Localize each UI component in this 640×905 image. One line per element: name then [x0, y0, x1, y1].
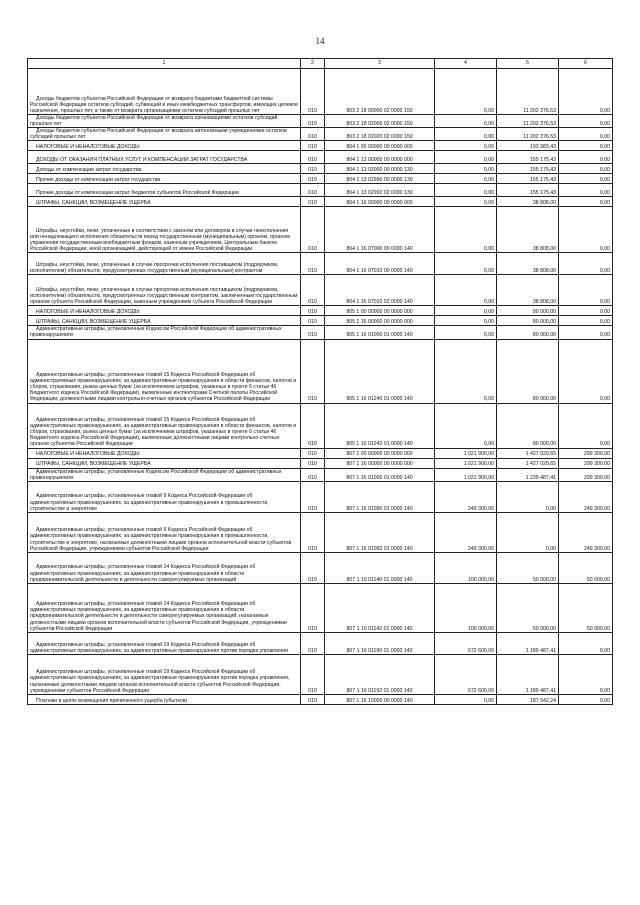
table-row [28, 326, 613, 339]
table-row [28, 115, 613, 128]
row-budget-code: 804 1 16 07010 00 0000 140 [325, 253, 435, 275]
row-line-code: 010 [301, 69, 325, 115]
row-value-col5: 1 427 029,65 [497, 448, 559, 458]
table-row [28, 197, 613, 207]
row-value-col5: 80 000,00 [497, 326, 559, 339]
row-value-col5: 1 189 487,41 [497, 632, 559, 654]
table-row [28, 632, 613, 654]
row-name: Административные штрафы, установленные главой 15 Кодекса Российской Федерации об административных правонарушениях, за административные правонарушения в области финансов, налогов и сборов, страхования, рынка ценных бумаг (за исключением штрафов, указанных в пункте 6 статьи 46 Бюджетного кодекса Российской Федерации), выявленные должностными лицами контрольно-счетных органов субъектов Российской Федерации [28, 403, 301, 448]
row-value-col5: 80 000,00 [497, 316, 559, 326]
row-value-col4: 0,00 [435, 128, 497, 141]
table-row [28, 694, 613, 704]
row-name: Доходы бюджетов субъектов Российской Федерации от возврата автономными учреждениями остатков субсидий прошлых лет [28, 128, 301, 141]
row-value-col4: 672 600,00 [435, 654, 497, 694]
table-row [28, 468, 613, 481]
table-row [28, 306, 613, 316]
page-number: 14 [315, 36, 325, 46]
row-budget-code: 807 1 00 00000 00 0000 000 [325, 448, 435, 458]
row-value-col4: 249 300,00 [435, 481, 497, 512]
row-value-col4: 0,00 [435, 339, 497, 403]
row-budget-code: 807 1 16 00000 00 0000 000 [325, 458, 435, 468]
row-value-col4: 0,00 [435, 141, 497, 151]
row-budget-code: 805 1 00 00000 00 0000 000 [325, 306, 435, 316]
table-row [28, 481, 613, 512]
row-value-col5: 155 175,43 [497, 174, 559, 184]
row-budget-code: 804 1 00 00000 00 0000 000 [325, 141, 435, 151]
row-value-col6: 0,00 [559, 654, 613, 694]
row-name: ШТРАФЫ, САНКЦИИ, ВОЗМЕЩЕНИЕ УЩЕРБА [28, 197, 301, 207]
row-budget-code: 803 2 18 02020 02 0000 150 [325, 128, 435, 141]
row-value-col6: 0,00 [559, 694, 613, 704]
row-value-col5: 155 175,43 [497, 164, 559, 174]
row-line-code: 010 [301, 512, 325, 552]
row-value-col5: 1 239 487,41 [497, 468, 559, 481]
row-name: ШТРАФЫ, САНКЦИИ, ВОЗМЕЩЕНИЕ УЩЕРБА [28, 316, 301, 326]
column-header: 6 [559, 59, 613, 69]
row-line-code: 010 [301, 141, 325, 151]
table-row [28, 448, 613, 458]
row-line-code: 010 [301, 481, 325, 512]
table-row [28, 552, 613, 583]
column-header: 4 [435, 59, 497, 69]
row-budget-code: 804 1 13 02990 00 0000 130 [325, 174, 435, 184]
row-value-col6: 299 300,00 [559, 458, 613, 468]
row-line-code: 010 [301, 253, 325, 275]
table-row [28, 253, 613, 275]
row-name: Административные штрафы, установленные Кодексом Российской Федерации об административных правонарушениях [28, 468, 301, 481]
row-name: НАЛОГОВЫЕ И НЕНАЛОГОВЫЕ ДОХОДЫ [28, 448, 301, 458]
row-value-col5: 11 202 376,53 [497, 115, 559, 128]
row-value-col4: 672 600,00 [435, 632, 497, 654]
row-name: Административные штрафы, установленные главой 9 Кодекса Российской Федерации об административных правонарушениях, за административные правонарушения в промышленности, строительстве и энергетике, налагаемые должностными лицами органов исполнительной власти субъектов Российской Федерации, учреждениями субъектов Российской Федерации [28, 512, 301, 552]
row-value-col4: 0,00 [435, 403, 497, 448]
row-budget-code: 807 1 16 01092 01 0000 140 [325, 512, 435, 552]
row-name: Доходы от компенсации затрат государства [28, 164, 301, 174]
row-value-col5: 38 808,00 [497, 275, 559, 306]
row-value-col4: 0,00 [435, 275, 497, 306]
row-value-col4: 0,00 [435, 174, 497, 184]
row-line-code: 010 [301, 197, 325, 207]
table-row [28, 151, 613, 164]
row-value-col6: 0,00 [559, 128, 613, 141]
row-name: Прочие доходы от компенсации затрат бюджетов субъектов Российской Федерации [28, 184, 301, 197]
table-row [28, 339, 613, 403]
row-value-col6: 0,00 [559, 306, 613, 316]
column-header: 3 [325, 59, 435, 69]
row-value-col5: 38 808,00 [497, 207, 559, 253]
table-row [28, 583, 613, 632]
row-line-code: 010 [301, 552, 325, 583]
table-row [28, 174, 613, 184]
row-line-code: 010 [301, 339, 325, 403]
row-line-code: 010 [301, 316, 325, 326]
row-value-col4: 100 000,00 [435, 552, 497, 583]
row-value-col6: 0,00 [559, 164, 613, 174]
column-header: 2 [301, 59, 325, 69]
row-value-col6: 249 300,00 [559, 512, 613, 552]
row-value-col6: 0,00 [559, 197, 613, 207]
row-value-col4: 0,00 [435, 151, 497, 164]
row-value-col6: 299 300,00 [559, 468, 613, 481]
row-budget-code: 805 1 16 00000 00 0000 000 [325, 316, 435, 326]
row-value-col5: 155 175,43 [497, 151, 559, 164]
row-value-col5: 50 000,00 [497, 552, 559, 583]
row-budget-code: 805 1 16 01242 01 0000 140 [325, 403, 435, 448]
row-line-code: 010 [301, 207, 325, 253]
row-name: Административные штрафы, установленные главой 19 Кодекса Российской Федерации об административных правонарушениях, за административные правонарушения против порядка управления [28, 632, 301, 654]
row-name: Административные штрафы, установленные главой 14 Кодекса Российской Федерации об административных правонарушениях, за административные правонарушения в области предпринимательской деятельности и деятельности саморегулируемых организаций [28, 552, 301, 583]
row-value-col6: 0,00 [559, 339, 613, 403]
row-value-col6: 0,00 [559, 326, 613, 339]
row-name: Штрафы, неустойки, пени, уплаченные в случае просрочки исполнения поставщиком (подрядчиком, исполнителем) обязательств, предусмотренных государственным контрактом, заключенным государственным органом субъекта Российской Федерации, казенным учреждением субъекта Российской Федерации [28, 275, 301, 306]
column-header: 5 [497, 59, 559, 69]
row-value-col6: 50 000,00 [559, 583, 613, 632]
row-value-col4: 0,00 [435, 69, 497, 115]
row-budget-code: 807 1 16 01142 01 0000 140 [325, 583, 435, 632]
row-value-col6: 0,00 [559, 316, 613, 326]
row-budget-code: 807 1 16 01140 01 0000 140 [325, 552, 435, 583]
column-header: 1 [28, 59, 301, 69]
row-name: Штрафы, неустойки, пени, уплаченные в случае просрочки исполнения поставщиком (подрядчиком, исполнителем) обязательств, предусмотренных государственным (муниципальным) контрактом [28, 253, 301, 275]
row-value-col4: 0,00 [435, 253, 497, 275]
row-value-col4: 0,00 [435, 326, 497, 339]
row-value-col5: 0,00 [497, 481, 559, 512]
table-row [28, 184, 613, 197]
row-value-col5: 1 427 029,65 [497, 458, 559, 468]
row-value-col6: 0,00 [559, 207, 613, 253]
row-value-col6: 0,00 [559, 184, 613, 197]
row-value-col4: 0,00 [435, 197, 497, 207]
row-value-col5: 193 983,43 [497, 141, 559, 151]
row-name: Штрафы, неустойки, пени, уплаченные в соответствии с законом или договором в случае неисполнения или ненадлежащего исполнения обязательств перед государственным (муниципальным) органом, органом управления государственным внебюджетным фондом, казенным учреждением, Центральным банком Российской Федерации, иной организацией, действующей от имени Российской Федерации [28, 207, 301, 253]
row-value-col4: 0,00 [435, 306, 497, 316]
row-value-col5: 50 000,00 [497, 583, 559, 632]
row-value-col5: 11 202 376,53 [497, 128, 559, 141]
row-value-col6: 0,00 [559, 151, 613, 164]
table-row [28, 275, 613, 306]
row-name: НАЛОГОВЫЕ И НЕНАЛОГОВЫЕ ДОХОДЫ [28, 306, 301, 316]
row-line-code: 010 [301, 184, 325, 197]
row-line-code: 010 [301, 164, 325, 174]
row-budget-code: 807 1 16 01090 01 0000 140 [325, 481, 435, 512]
row-value-col6: 249 300,00 [559, 481, 613, 512]
row-value-col4: 1 021 900,00 [435, 468, 497, 481]
row-name: ШТРАФЫ, САНКЦИИ, ВОЗМЕЩЕНИЕ УЩЕРБА [28, 458, 301, 468]
row-budget-code: 807 1 16 01000 01 0000 140 [325, 468, 435, 481]
row-value-col5: 0,00 [497, 512, 559, 552]
row-value-col6: 0,00 [559, 632, 613, 654]
row-value-col4: 0,00 [435, 164, 497, 174]
table-row [28, 403, 613, 448]
row-name: Административные штрафы, установленные главой 14 Кодекса Российской Федерации об административных правонарушениях, за административные правонарушения в области предпринимательской деятельности и деятельности саморегулируемых организаций, налагаемые должностными лицами органов исполнительной власти субъектов Российской Федерации, учреждениями субъектов Российской Федерации [28, 583, 301, 632]
row-line-code: 010 [301, 128, 325, 141]
row-name: Административные штрафы, установленные главой 15 Кодекса Российской Федерации об административных правонарушениях, за административные правонарушения в области финансов, налогов и сборов, страхования, рынка ценных бумаг (за исключением штрафов, указанных в пункте 6 статьи 46 Бюджетного кодекса Российской Федерации), выявленные инспекторами Счетной палаты Российской Федерации, должностными лицами контрольно-счетных органов субъектов Российской Федерации [28, 339, 301, 403]
table-row [28, 316, 613, 326]
row-value-col6: 0,00 [559, 141, 613, 151]
row-name: Прочие доходы от компенсации затрат государства [28, 174, 301, 184]
row-value-col5: 80 000,00 [497, 306, 559, 316]
table-row [28, 654, 613, 694]
row-value-col5: 187 542,24 [497, 694, 559, 704]
row-value-col5: 11 202 376,53 [497, 69, 559, 115]
table-row [28, 207, 613, 253]
row-value-col4: 0,00 [435, 316, 497, 326]
row-budget-code: 804 1 13 02992 02 0000 130 [325, 184, 435, 197]
row-name: Административные штрафы, установленные Кодексом Российской Федерации об административных правонарушениях [28, 326, 301, 339]
table-row [28, 128, 613, 141]
row-name: Административные штрафы, установленные главой 19 Кодекса Российской Федерации об административных правонарушениях, за административные правонарушения против порядка управления, налагаемые должностными лицами органов исполнительной власти субъектов Российской Федерации, учреждениями субъектов Российской Федерации [28, 654, 301, 694]
row-budget-code: 804 1 13 02000 00 0000 130 [325, 164, 435, 174]
row-name: НАЛОГОВЫЕ И НЕНАЛОГОВЫЕ ДОХОДЫ [28, 141, 301, 151]
table-row [28, 69, 613, 115]
row-value-col4: 0,00 [435, 694, 497, 704]
row-value-col4: 100 000,00 [435, 583, 497, 632]
row-budget-code: 807 1 16 10000 00 0000 140 [325, 694, 435, 704]
row-value-col5: 1 189 487,41 [497, 654, 559, 694]
row-value-col6: 0,00 [559, 275, 613, 306]
row-value-col6: 0,00 [559, 253, 613, 275]
revenue-table [27, 58, 613, 705]
row-line-code: 010 [301, 448, 325, 458]
row-name: Платежи в целях возмещения причиненного ущерба (убытков) [28, 694, 301, 704]
row-value-col6: 0,00 [559, 174, 613, 184]
row-budget-code: 804 1 16 07010 02 0000 140 [325, 275, 435, 306]
row-line-code: 010 [301, 694, 325, 704]
row-value-col4: 249 300,00 [435, 512, 497, 552]
row-budget-code: 807 1 16 01192 01 0000 140 [325, 654, 435, 694]
row-value-col6: 299 300,00 [559, 448, 613, 458]
table-row [28, 141, 613, 151]
row-value-col5: 155 175,43 [497, 184, 559, 197]
row-value-col4: 1 021 900,00 [435, 458, 497, 468]
row-value-col4: 0,00 [435, 115, 497, 128]
row-value-col4: 1 021 900,00 [435, 448, 497, 458]
row-value-col6: 0,00 [559, 69, 613, 115]
row-line-code: 010 [301, 151, 325, 164]
row-line-code: 010 [301, 632, 325, 654]
row-line-code: 010 [301, 403, 325, 448]
row-line-code: 010 [301, 306, 325, 316]
row-line-code: 010 [301, 583, 325, 632]
table-row [28, 164, 613, 174]
row-line-code: 010 [301, 174, 325, 184]
row-budget-code: 807 1 16 01190 01 0000 140 [325, 632, 435, 654]
table-row [28, 458, 613, 468]
row-value-col5: 80 000,00 [497, 403, 559, 448]
row-budget-code: 804 1 16 00000 00 0000 000 [325, 197, 435, 207]
row-value-col5: 80 000,00 [497, 339, 559, 403]
row-line-code: 010 [301, 468, 325, 481]
table-row [28, 512, 613, 552]
row-line-code: 010 [301, 275, 325, 306]
row-budget-code: 805 1 16 01000 01 0000 140 [325, 326, 435, 339]
row-value-col5: 38 808,00 [497, 253, 559, 275]
table-header-row [28, 59, 613, 69]
row-budget-code: 804 1 13 00000 00 0000 000 [325, 151, 435, 164]
row-value-col4: 0,00 [435, 207, 497, 253]
row-line-code: 010 [301, 326, 325, 339]
row-budget-code: 803 2 18 00000 02 0000 150 [325, 69, 435, 115]
row-budget-code: 805 1 16 01240 01 0000 140 [325, 339, 435, 403]
row-budget-code: 804 1 16 07000 00 0000 140 [325, 207, 435, 253]
row-value-col6: 0,00 [559, 403, 613, 448]
table-body [28, 69, 613, 705]
row-name: ДОХОДЫ ОТ ОКАЗАНИЯ ПЛАТНЫХ УСЛУГ И КОМПЕНСАЦИИ ЗАТРАТ ГОСУДАРСТВА [28, 151, 301, 164]
row-value-col4: 0,00 [435, 184, 497, 197]
row-name: Административные штрафы, установленные главой 9 Кодекса Российской Федерации об административных правонарушениях, за административные правонарушения в промышленности, строительстве и энергетике [28, 481, 301, 512]
row-budget-code: 803 2 18 02000 02 0000 150 [325, 115, 435, 128]
row-value-col5: 38 808,00 [497, 197, 559, 207]
row-name: Доходы бюджетов субъектов Российской Федерации от возврата бюджетами бюджетной системы Российской Федерации остатков субсидий, субвенций и иных межбюджетных трансфертов, имеющих целевое назначение, прошлых лет, а также от возврата организациями остатков субсидий прошлых лет [28, 69, 301, 115]
row-name: Доходы бюджетов субъектов Российской Федерации от возврата организациями остатков субсидий прошлых лет [28, 115, 301, 128]
row-line-code: 010 [301, 458, 325, 468]
row-value-col6: 0,00 [559, 115, 613, 128]
row-line-code: 010 [301, 115, 325, 128]
row-line-code: 010 [301, 654, 325, 694]
row-value-col6: 50 000,00 [559, 552, 613, 583]
